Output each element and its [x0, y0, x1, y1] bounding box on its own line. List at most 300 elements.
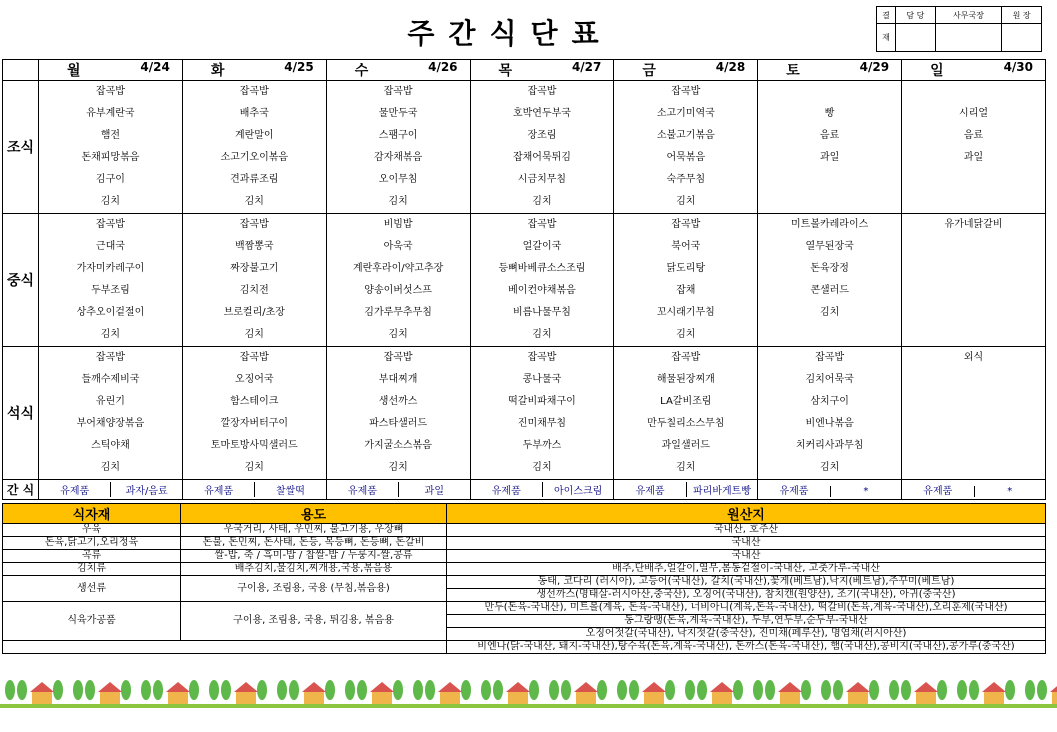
day-header — [182, 60, 326, 81]
menu-item: 빵 — [824, 108, 835, 119]
menu-item: 과일 — [819, 152, 840, 163]
menu-item: 잡곡밥 — [95, 86, 125, 97]
snack-cell — [39, 480, 183, 500]
snack-cell — [326, 480, 470, 500]
menu-item — [902, 280, 1045, 302]
menu-item: 두부조림 — [91, 285, 130, 296]
tree-icon — [141, 680, 151, 700]
house-icon — [574, 682, 598, 692]
house-wall — [304, 692, 324, 704]
day-name: 토 — [786, 63, 800, 79]
house-icon — [30, 682, 54, 692]
menu-item: 김치 — [532, 196, 552, 207]
menu-item: 잡곡밥 — [239, 352, 269, 363]
menu-item: 잡채 — [676, 285, 696, 296]
origin-header-item: 식자재 — [3, 504, 181, 524]
menu-item: 김치 — [676, 329, 696, 340]
menu-item: 잡곡밥 — [671, 352, 701, 363]
approval-sign-3[interactable] — [1002, 24, 1042, 52]
origin-use: 배추김치,물김치,찌개용,국용,볶음용 — [181, 563, 447, 576]
menu-item: 유부계란국 — [86, 108, 135, 119]
snack-item: * — [830, 486, 901, 497]
house-wall — [372, 692, 392, 704]
menu-item: 김치 — [244, 329, 264, 340]
approval-label-top: 결 — [877, 7, 896, 24]
menu-item: 호박연두부국 — [512, 108, 571, 119]
menu-cell — [326, 81, 470, 214]
menu-item: 견과류조림 — [230, 174, 279, 185]
menu-item: 얼갈이국 — [522, 241, 562, 252]
snack-cell — [902, 480, 1046, 500]
tree-icon — [561, 680, 571, 700]
tree-icon — [257, 680, 267, 700]
menu-item: 양송이버섯스프 — [364, 285, 432, 296]
menu-item: 계란후라이/약고추장 — [352, 263, 444, 274]
page-title: 주간식단표 — [407, 17, 613, 50]
origin-value: 만두(돈육-국내산), 미트볼(계육, 돈육-국내산), 너비아니(계육,돈육-국내산), 떡갈비(돈육,계육-국내산),오리훈제(국내산) — [447, 602, 1046, 615]
menu-item: 김치 — [532, 329, 552, 340]
house-wall — [32, 692, 52, 704]
tree-icon — [17, 680, 27, 700]
menu-item: 음료 — [819, 130, 840, 141]
meal-label: 석식 — [3, 347, 39, 480]
tree-icon — [597, 680, 607, 700]
menu-item: 물만두국 — [378, 108, 418, 119]
tree-icon — [493, 680, 503, 700]
menu-item: 생선까스 — [378, 396, 418, 407]
menu-cell — [470, 81, 614, 214]
menu-item: 김치 — [100, 329, 121, 340]
menu-item: 잡곡밥 — [671, 219, 701, 230]
tree-icon — [733, 680, 743, 700]
menu-item: 잡곡밥 — [671, 86, 701, 97]
corner-cell — [3, 60, 39, 81]
house-wall — [712, 692, 732, 704]
origin-value: 비엔나(닭-국내산, 돼지-국내산),탕수육(돈육,계육-국내산), 돈까스(돈육-국내산), 햄(국내산),콩비지(국내산),콩가루(중국산) — [447, 641, 1046, 654]
tree-icon — [937, 680, 947, 700]
origin-value: 오징어젓갈(국내산), 낙지젓갈(중국산), 진미채(페루산), 명엽채(러시아산) — [447, 628, 1046, 641]
menu-item: 가자미카레구이 — [76, 263, 145, 274]
origin-item: 김치류 — [3, 563, 181, 576]
menu-item: 잡곡밥 — [95, 219, 125, 230]
menu-item — [902, 302, 1045, 324]
menu-item — [902, 413, 1045, 435]
menu-item: 잡곡밥 — [815, 352, 845, 363]
house-icon — [166, 682, 190, 692]
tree-icon — [1005, 680, 1015, 700]
menu-item: 비엔나볶음 — [805, 418, 854, 429]
day-header — [758, 60, 902, 81]
snack-item: 유제품 — [491, 486, 521, 497]
ground-strip — [0, 704, 1057, 708]
menu-item: 유가네닭갈비 — [944, 219, 1003, 230]
house-icon — [506, 682, 530, 692]
menu-cell — [470, 347, 614, 480]
tree-icon — [969, 680, 979, 700]
menu-item: 소고기미역국 — [656, 108, 715, 119]
tree-icon — [5, 680, 15, 700]
menu-item — [902, 435, 1045, 457]
menu-item: 비빔밥 — [383, 219, 413, 230]
tree-icon — [357, 680, 367, 700]
tree-icon — [957, 680, 967, 700]
menu-item — [758, 191, 901, 213]
tree-icon — [221, 680, 231, 700]
origin-item: 생선류 — [3, 576, 181, 602]
day-date: 4/27 — [571, 60, 602, 74]
tree-icon — [1037, 680, 1047, 700]
menu-item — [902, 369, 1045, 391]
menu-item: 두부까스 — [522, 440, 562, 451]
house-icon — [914, 682, 938, 692]
day-name: 금 — [642, 63, 656, 79]
menu-cell — [326, 214, 470, 347]
day-header — [470, 60, 614, 81]
origin-use: 쌀-밥, 죽 / 흑미-밥 / 찹쌀-밥 / 누룽지-쌀,콩류 — [181, 550, 447, 563]
menu-item: 감자채볶음 — [373, 152, 423, 163]
menu-item: 어묵볶음 — [666, 152, 706, 163]
house-icon — [438, 682, 462, 692]
day-date: 4/25 — [284, 60, 314, 74]
tree-icon — [325, 680, 335, 700]
day-name: 일 — [930, 63, 944, 79]
menu-item: 삼치구이 — [810, 396, 849, 407]
menu-item: 짜장불고기 — [230, 263, 279, 274]
snack-item: 아이스크림 — [542, 482, 613, 497]
menu-item: 꼬시래기무침 — [656, 307, 715, 318]
day-date: 4/28 — [715, 60, 746, 74]
menu-item: 브로컬리/초장 — [223, 307, 285, 318]
menu-item — [902, 258, 1045, 280]
menu-cell — [182, 347, 326, 480]
origin-header-origin: 원산지 — [447, 504, 1046, 524]
tree-icon — [425, 680, 435, 700]
menu-item: 열무된장국 — [805, 241, 854, 252]
menu-cell — [902, 214, 1046, 347]
menu-item — [902, 236, 1045, 258]
menu-item — [902, 191, 1045, 213]
menu-cell — [758, 81, 902, 214]
menu-item: 비름나물무침 — [512, 307, 571, 318]
menu-item — [902, 391, 1045, 413]
menu-cell — [39, 214, 183, 347]
tree-icon — [345, 680, 355, 700]
house-icon — [642, 682, 666, 692]
snack-item: 과자/음료 — [110, 482, 181, 497]
tree-icon — [121, 680, 131, 700]
meal-label: 조식 — [3, 81, 39, 214]
menu-cell — [902, 347, 1046, 480]
menu-item: 베이컨야채볶음 — [508, 285, 576, 296]
menu-item: 콘샐러드 — [810, 285, 849, 296]
snack-item: 유제품 — [635, 486, 665, 497]
day-header — [614, 60, 758, 81]
menu-cell — [326, 347, 470, 480]
menu-item: 소불고기볶음 — [656, 130, 715, 141]
snack-item: 유제품 — [923, 486, 953, 497]
menu-cell — [902, 81, 1046, 214]
menu-item: 토마토방사믹샐러드 — [210, 440, 298, 451]
origin-use: 돈불, 돈민찌, 돈사태, 돈등, 목등뼈, 돈등뼈, 돈갈비 — [181, 537, 447, 550]
origin-item: 식육가공품 — [3, 602, 181, 641]
menu-item: 유린기 — [95, 396, 125, 407]
menu-item: 닭도리탕 — [666, 263, 706, 274]
tree-icon — [153, 680, 163, 700]
house-wall — [984, 692, 1004, 704]
house-wall — [440, 692, 460, 704]
menu-item: 외식 — [963, 352, 984, 363]
tree-icon — [529, 680, 539, 700]
snack-cell — [614, 480, 758, 500]
menu-item: 진미채무침 — [517, 418, 567, 429]
tree-icon — [289, 680, 299, 700]
tree-icon — [665, 680, 675, 700]
snack-item: 유제품 — [204, 486, 234, 497]
menu-item — [902, 457, 1045, 479]
tree-icon — [765, 680, 775, 700]
menu-item: 잡채어묵튀김 — [512, 152, 571, 163]
house-icon — [778, 682, 802, 692]
menu-cell — [470, 214, 614, 347]
tree-icon — [549, 680, 559, 700]
house-icon — [370, 682, 394, 692]
menu-item: 김구이 — [95, 174, 125, 185]
menu-item — [758, 324, 901, 346]
origin-item: 우육 — [3, 524, 181, 537]
day-header — [39, 60, 183, 81]
menu-item: 오징어국 — [234, 374, 274, 385]
origin-value: 국내산 — [447, 550, 1046, 563]
tree-icon — [461, 680, 471, 700]
menu-item: 상추오이겉절이 — [76, 307, 145, 318]
tree-icon — [413, 680, 423, 700]
snack-item: 파리바게트빵 — [686, 482, 757, 497]
menu-item: 김치 — [819, 307, 840, 318]
menu-item — [902, 81, 1045, 103]
menu-item: 부대찌개 — [378, 374, 418, 385]
menu-item — [758, 81, 901, 103]
menu-item: 김치 — [388, 329, 408, 340]
origin-use: 구이용, 조림용, 국용, 튀김용, 볶음용 — [181, 602, 447, 641]
menu-cell — [758, 347, 902, 480]
origin-value: 동그랑땡(돈육,계육-국내산), 두부,연두부,순두부-국내산 — [447, 615, 1046, 628]
snack-item: 유제품 — [347, 486, 377, 497]
snack-item: 찰쌀떡 — [254, 482, 325, 497]
weekly-menu-table — [2, 59, 1046, 500]
origin-value: 배추,단배추,얼갈이,열무,봄동겉절이-국내산, 고춧가루-국내산 — [447, 563, 1046, 576]
day-date: 4/29 — [859, 60, 890, 74]
origin-header-use: 용도 — [181, 504, 447, 524]
menu-item: 김치 — [532, 462, 552, 473]
approval-col-2: 사무국장 — [935, 7, 1002, 24]
snack-item: 유제품 — [779, 486, 809, 497]
menu-item: 만두칠리소스무침 — [647, 418, 725, 429]
house-wall — [576, 692, 596, 704]
snack-cell — [182, 480, 326, 500]
menu-item: 부어채양장볶음 — [76, 418, 145, 429]
menu-item: 스틱야채 — [91, 440, 130, 451]
approval-label-bottom: 재 — [877, 24, 896, 52]
tree-icon — [1025, 680, 1035, 700]
tree-icon — [617, 680, 627, 700]
house-icon — [1050, 682, 1057, 692]
menu-item: 파스타샐러드 — [369, 418, 428, 429]
tree-icon — [629, 680, 639, 700]
menu-cell — [182, 214, 326, 347]
snack-item: 유제품 — [60, 486, 90, 497]
tree-icon — [481, 680, 491, 700]
approval-sign-2[interactable] — [935, 24, 1002, 52]
tree-icon — [901, 680, 911, 700]
day-name: 화 — [210, 63, 225, 79]
tree-icon — [277, 680, 287, 700]
snack-cell — [470, 480, 614, 500]
approval-sign-1[interactable] — [896, 24, 936, 52]
house-wall — [848, 692, 868, 704]
house-wall — [780, 692, 800, 704]
house-wall — [916, 692, 936, 704]
day-name: 월 — [67, 63, 81, 79]
tree-icon — [801, 680, 811, 700]
menu-item: 오이무침 — [378, 174, 418, 185]
menu-item: 김치 — [676, 196, 696, 207]
menu-item: 김가루무추무침 — [364, 307, 432, 318]
origin-value: 생선까스(명태살-러시아산,중국산), 오징어(국내산), 참치캔(원양산), 조기(국내산), 아귀(중국산) — [447, 589, 1046, 602]
menu-item: 해물된장찌개 — [656, 374, 715, 385]
menu-cell — [182, 81, 326, 214]
village-decoration — [0, 678, 1057, 718]
menu-item: 깔장자버터구이 — [220, 418, 289, 429]
menu-cell — [39, 347, 183, 480]
day-name: 목 — [498, 63, 513, 79]
house-wall — [236, 692, 256, 704]
menu-item: 등뼈바베큐소스조림 — [498, 263, 586, 274]
tree-icon — [697, 680, 707, 700]
menu-item: 백짬뽕국 — [234, 241, 274, 252]
menu-item: 과일 — [963, 152, 984, 163]
menu-item: 김치 — [819, 462, 840, 473]
snack-cell — [758, 480, 902, 500]
menu-item: 미트볼카레라이스 — [791, 219, 869, 230]
origin-table — [2, 503, 1046, 654]
tree-icon — [53, 680, 63, 700]
menu-item: 콩나물국 — [522, 374, 562, 385]
snack-item: 과일 — [398, 482, 469, 497]
menu-item: 잡곡밥 — [527, 219, 557, 230]
menu-item: 잡곡밥 — [95, 352, 125, 363]
menu-item: 돈육장정 — [810, 263, 849, 274]
menu-item: 아욱국 — [383, 241, 413, 252]
tree-icon — [85, 680, 95, 700]
house-wall — [100, 692, 120, 704]
menu-item: 잡곡밥 — [527, 86, 557, 97]
house-icon — [234, 682, 258, 692]
menu-item: 잡곡밥 — [383, 86, 413, 97]
menu-item: 음료 — [963, 130, 984, 141]
menu-item: 잡곡밥 — [239, 219, 269, 230]
menu-item: 북어국 — [671, 241, 701, 252]
tree-icon — [189, 680, 199, 700]
day-name: 수 — [354, 63, 369, 79]
menu-item: 함스테이크 — [230, 396, 279, 407]
menu-item: 스팸구이 — [378, 130, 418, 141]
menu-item: 들깨수제비국 — [81, 374, 140, 385]
menu-item: 돈채피망볶음 — [81, 152, 140, 163]
tree-icon — [685, 680, 695, 700]
menu-item: 근대국 — [95, 241, 125, 252]
menu-item: 과일샐러드 — [661, 440, 710, 451]
menu-cell — [614, 214, 758, 347]
menu-item: 김치 — [244, 196, 264, 207]
origin-item: 돈육,닭고기,오리정육 — [3, 537, 181, 550]
menu-item: 김치어묵국 — [805, 374, 854, 385]
tree-icon — [821, 680, 831, 700]
menu-item: 김치 — [388, 462, 408, 473]
tree-icon — [393, 680, 403, 700]
tree-icon — [73, 680, 83, 700]
house-icon — [302, 682, 326, 692]
origin-blank — [3, 641, 447, 654]
menu-cell — [614, 347, 758, 480]
menu-item: 잡곡밥 — [239, 86, 269, 97]
tree-icon — [833, 680, 843, 700]
origin-value: 국내산 — [447, 537, 1046, 550]
day-date: 4/30 — [1003, 60, 1033, 74]
menu-item: 계란말이 — [234, 130, 274, 141]
menu-item: 김치 — [244, 462, 264, 473]
menu-item: 김치 — [676, 462, 696, 473]
menu-item: 햄전 — [100, 130, 121, 141]
tree-icon — [753, 680, 763, 700]
menu-item: 장조림 — [527, 130, 557, 141]
approval-box — [876, 6, 1042, 52]
menu-item: 배추국 — [239, 108, 269, 119]
house-wall — [644, 692, 664, 704]
meal-label: 중식 — [3, 214, 39, 347]
menu-item: 가지굴소스볶음 — [364, 440, 432, 451]
menu-item: 시리얼 — [959, 108, 989, 119]
approval-col-1: 담 당 — [896, 7, 936, 24]
tree-icon — [889, 680, 899, 700]
house-wall — [168, 692, 188, 704]
tree-icon — [869, 680, 879, 700]
menu-item — [758, 169, 901, 191]
house-wall — [508, 692, 528, 704]
menu-cell — [614, 81, 758, 214]
menu-item: 떡갈비파채구이 — [508, 396, 576, 407]
day-header — [326, 60, 470, 81]
menu-cell — [39, 81, 183, 214]
menu-item: 치커리사과무침 — [795, 440, 864, 451]
menu-item: 잡곡밥 — [527, 352, 557, 363]
house-icon — [982, 682, 1006, 692]
menu-item: 김치 — [388, 196, 408, 207]
house-wall — [1052, 692, 1057, 704]
menu-item: 김치전 — [239, 285, 269, 296]
origin-use: 구이용, 조림용, 국용 (무침,볶음용) — [181, 576, 447, 602]
day-date: 4/24 — [140, 60, 170, 74]
menu-item: 김치 — [100, 462, 121, 473]
menu-item: LA갈비조림 — [660, 396, 712, 407]
day-date: 4/26 — [428, 60, 458, 74]
menu-item: 김치 — [100, 196, 121, 207]
menu-cell — [758, 214, 902, 347]
house-icon — [98, 682, 122, 692]
origin-value: 동태, 코다리 (러시아), 고등어(국내산), 갈치(국내산),꽃게(베트남),낙지(베트남),주꾸미(베트남) — [447, 576, 1046, 589]
menu-item — [902, 169, 1045, 191]
tree-icon — [209, 680, 219, 700]
origin-use: 우국거리, 사태, 우민찌, 불고기용, 우장뼈 — [181, 524, 447, 537]
